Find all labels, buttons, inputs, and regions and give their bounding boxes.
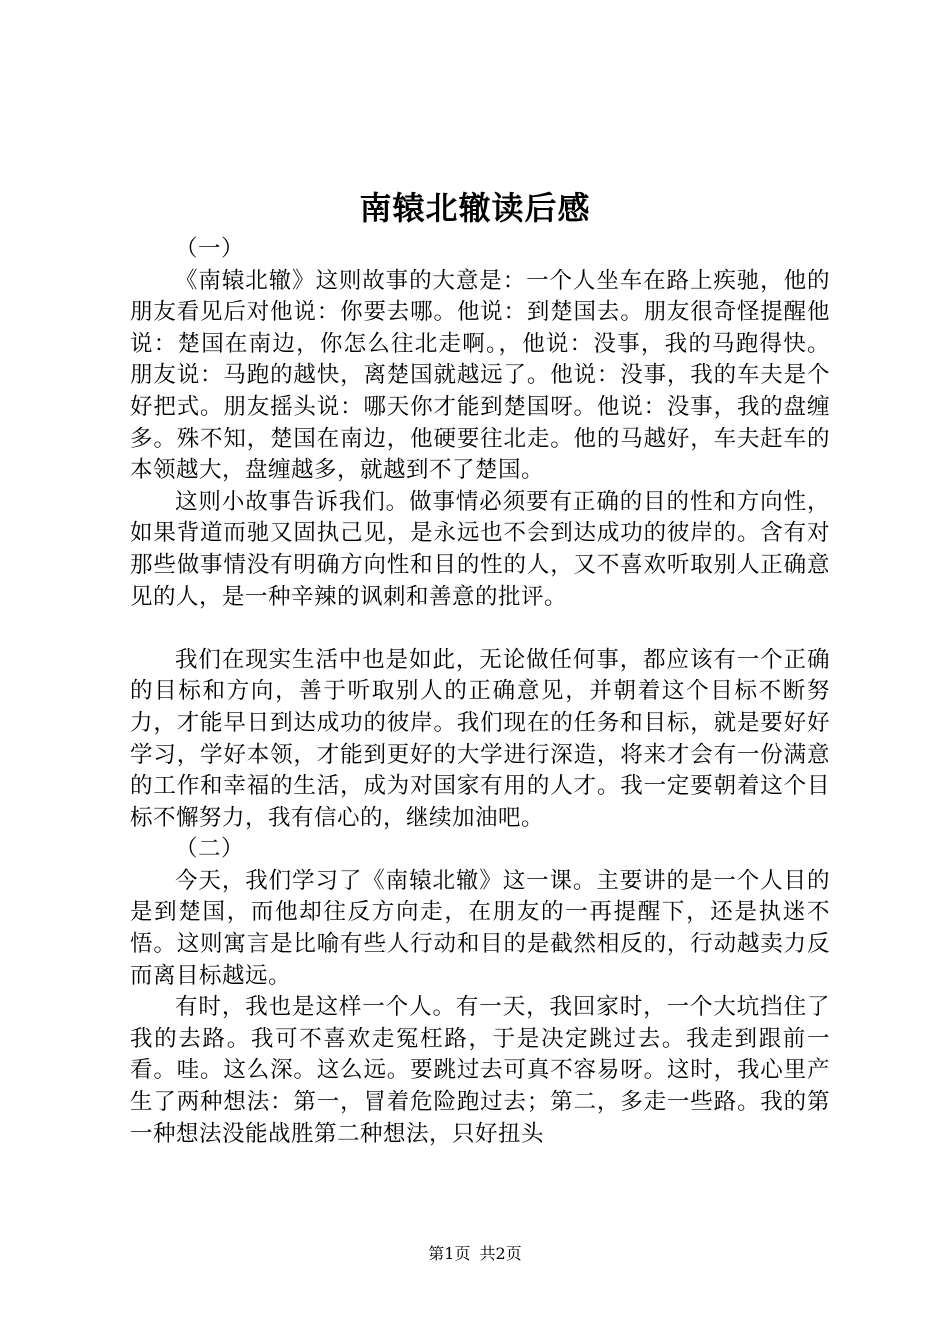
document-title: 南辕北辙读后感	[359, 189, 591, 227]
section-heading-1: （一）	[175, 236, 245, 262]
page-number: 第1页 共2页	[428, 1244, 522, 1263]
blank-line	[130, 613, 830, 645]
paragraph-lesson: 这则小故事告诉我们。做事情必须要有正确的目的性和方向性，如果背道而驰又固执己见，是永远也不会到达成功的彼岸的。含有对那些做事情没有明确方向性和目的性的人，又不喜欢听取别人正确意见的人，是一种辛辣的讽刺和善意的批评。	[130, 488, 830, 610]
paragraph-personal-story: 有时，我也是这样一个人。有一天，我回家时，一个大坑挡住了我的去路。我可不喜欢走冤枉路，于是决定跳过去。我走到跟前一看。哇。这么深。这么远。要跳过去可真不容易呀。这时，我心里产生了两种想法：第一，冒着危险跑过去；第二，多走一些路。我的第一种想法没能战胜第二种想法，只好扭头	[130, 994, 830, 1147]
document-body	[130, 234, 830, 1150]
section-heading-2: （二）	[175, 836, 245, 863]
paragraph-class-lesson: 今天，我们学习了《南辕北辙》这一课。主要讲的是一个人目的是到楚国，而他却往反方向走，在朋友的一再提醒下，还是执迷不悟。这则寓言是比喻有些人行动和目的是截然相反的，行动越卖力反而离目标越远。	[130, 867, 830, 989]
paragraph-real-life: 我们在现实生活中也是如此，无论做任何事，都应该有一个正确的目标和方向，善于听取别人的正确意见，并朝着这个目标不断努力，才能早日到达成功的彼岸。我们现在的任务和目标，就是要好好学习，学好本领，才能到更好的大学进行深造，将来才会有一份满意的工作和幸福的生活，成为对国家有用的人才。我一定要朝着这个目标不懈努力，我有信心的，继续加油吧。	[130, 646, 830, 831]
paragraph-story-summary: 《南辕北辙》这则故事的大意是：一个人坐车在路上疾驰，他的朋友看见后对他说：你要去哪。他说：到楚国去。朋友很奇怪提醒他说：楚国在南边，你怎么往北走啊。，他说：没事，我的马跑得快。朋友说：马跑的越快，离楚国就越远了。他说：没事，我的车夫是个好把式。朋友摇头说：哪天你才能到楚国呀。他说：没事，我的盘缠多。殊不知，楚国在南边，他硬要往北走。他的马越好，车夫赶车的本领越大，盘缠越多，就越到不了楚国。	[130, 267, 830, 484]
